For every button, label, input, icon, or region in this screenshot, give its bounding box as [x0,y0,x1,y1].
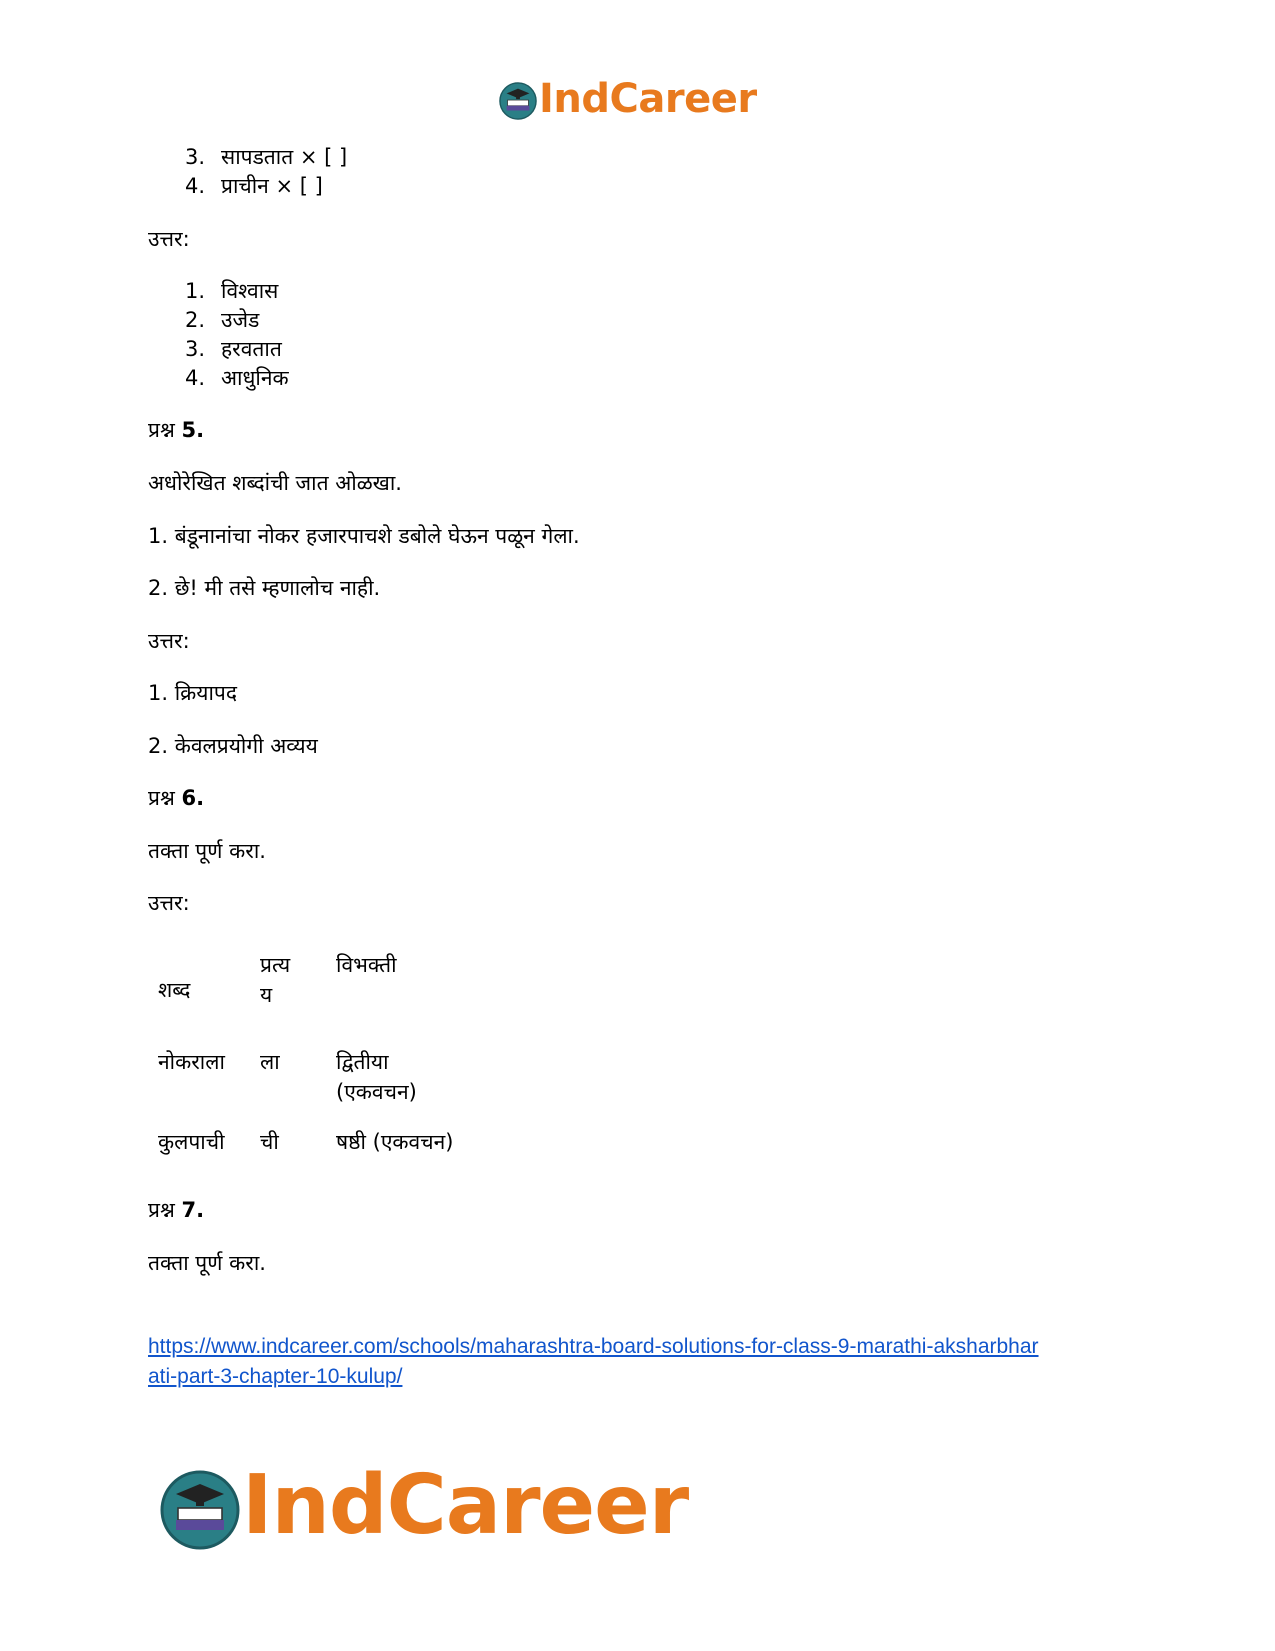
list-item: 3. हरवतात [185,337,282,361]
table-cell-word: नोकराला [158,1050,225,1074]
list-item: 3. सापडतात × [ ] [185,145,348,169]
table-cell-suffix: ची [260,1130,279,1154]
question-instruction: अधोरेखित शब्दांची जात ओळखा. [148,471,402,495]
table-cell-word: कुलपाची [158,1130,225,1154]
question-heading: प्रश्न 5. [148,418,205,442]
table-header-word: शब्द [158,978,191,1002]
question-item: 1. बंडूनानांचा नोकर हजारपाचशे डबोले घेऊन पळून गेला. [148,524,580,548]
globe-book-icon [499,82,537,120]
question-heading: प्रश्न 6. [148,786,205,810]
globe-book-icon [160,1470,240,1550]
list-item: 2. उजेड [185,308,260,332]
brand-name: IndCareer [242,1458,689,1553]
answer-label: उत्तर: [148,891,190,915]
table-header-suffix: प्रत्य य [260,953,291,1007]
list-item: 4. प्राचीन × [ ] [185,174,323,198]
answer-label: उत्तर: [148,227,190,251]
table-cell-case: द्वितीया (एकवचन) [336,1050,417,1104]
list-item: 1. विश्वास [185,279,279,303]
answer-label: उत्तर: [148,629,190,653]
brand-name: IndCareer [539,76,757,122]
question-instruction: तक्ता पूर्ण करा. [148,1251,266,1275]
question-item: 2. छे! मी तसे म्हणालोच नाही. [148,576,381,600]
table-cell-case: षष्ठी (एकवचन) [336,1130,454,1154]
table-header-case: विभक्ती [336,953,397,977]
table-cell-suffix: ला [260,1050,280,1074]
answer-item: 2. केवलप्रयोगी अव्यय [148,734,318,758]
list-item: 4. आधुनिक [185,366,289,390]
question-heading: प्रश्न 7. [148,1198,205,1222]
source-link[interactable]: https://www.indcareer.com/schools/maharashtra-board-solutions-for-class-9-marathi-aksharbhar ati-part-3-chapter-10-kulup/ [148,1335,1039,1388]
answer-item: 1. क्रियापद [148,681,237,705]
question-instruction: तक्ता पूर्ण करा. [148,839,266,863]
